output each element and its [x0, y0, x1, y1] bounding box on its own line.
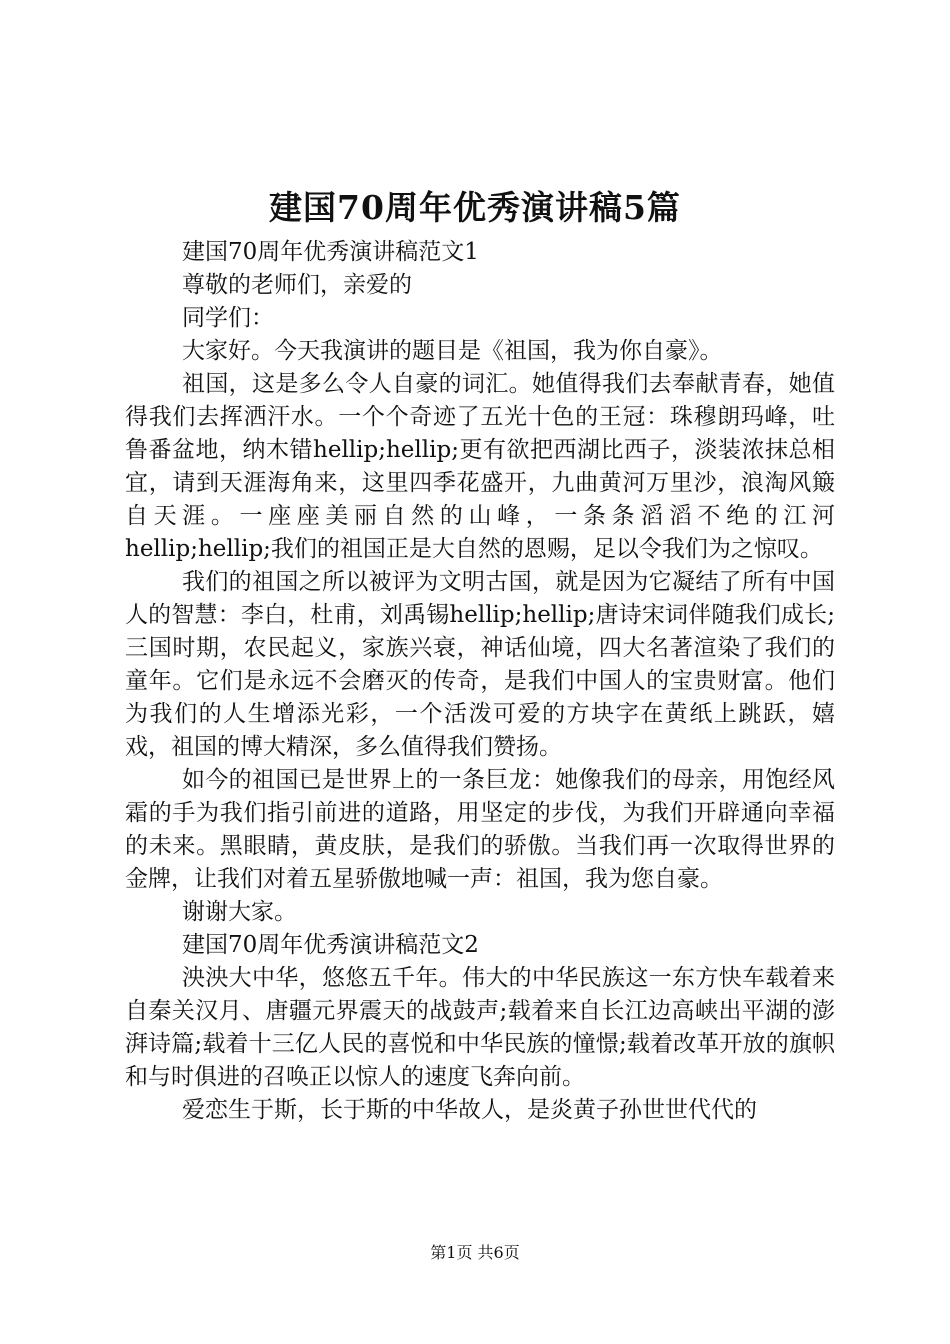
- paragraph-body: 如今的祖国已是世界上的一条巨龙：她像我们的母亲，用饱经风霜的手为我们指引前进的道路，用坚定的步伐，为我们开辟通向幸福的未来。黑眼睛，黄皮肤，是我们的骄傲。当我们再一次取得世界的金牌，让我们对着五星骄傲地喊一声：祖国，我为您自豪。: [125, 767, 835, 892]
- paragraph-body: 泱泱大中华，悠悠五千年。伟大的中华民族这一东方快车载着来自秦关汉月、唐疆元界震天的战鼓声;载着来自长江边高峡出平湖的澎湃诗篇;载着十三亿人民的喜悦和中华民族的憧憬;载着改革开放的旗帜和与时俱进的召唤正以惊人的速度飞奔向前。: [125, 965, 835, 1090]
- paragraph-body: 我们的祖国之所以被评为文明古国，就是因为它凝结了所有中国人的智慧：李白，杜甫，刘禹锡hellip;hellip;唐诗宋词伴随我们成长;三国时期，农民起义，家族兴衰，神话仙境，四大名著渲染了我们的童年。它们是永远不会磨灭的传奇，是我们中国人的宝贵财富。他们为我们的人生增添光彩，一个活泼可爱的方块字在黄纸上跳跃，嬉戏，祖国的博大精深，多么值得我们赞扬。: [125, 569, 835, 760]
- document-body: [125, 236, 835, 1127]
- paragraph-subtitle-1: 建国70周年优秀演讲稿范文1: [182, 239, 479, 265]
- paragraph-thanks: 谢谢大家。: [182, 899, 297, 925]
- paragraph-body: 爱恋生于斯，长于斯的中华故人，是炎黄子孙世世代代的: [182, 1097, 757, 1123]
- document-title: 建国70周年优秀演讲稿5篇: [269, 188, 681, 227]
- paragraph-greeting: 大家好。今天我演讲的题目是《祖国，我为你自豪》。: [182, 338, 723, 364]
- page-footer: 第1页 共6页: [430, 1243, 520, 1262]
- paragraph-subtitle-2: 建国70周年优秀演讲稿范文2: [182, 932, 479, 958]
- paragraph-body: 祖国，这是多么令人自豪的词汇。她值得我们去奉献青春，她值得我们去挥洒汗水。一个个奇迹了五光十色的王冠：珠穆朗玛峰，吐鲁番盆地，纳木错hellip;hellip;更有欲把西湖比西子，淡装浓抹总相宜，请到天涯海角来，这里四季花盛开，九曲黄河万里沙，浪淘风簸自天涯。一座座美丽自然的山峰，一条条滔滔不绝的江河hellip;hellip;我们的祖国正是大自然的恩赐，足以令我们为之惊叹。: [125, 371, 835, 562]
- paragraph-salutation-cont: 同学们：: [182, 305, 274, 331]
- paragraph-salutation: 尊敬的老师们，亲爱的: [182, 272, 412, 298]
